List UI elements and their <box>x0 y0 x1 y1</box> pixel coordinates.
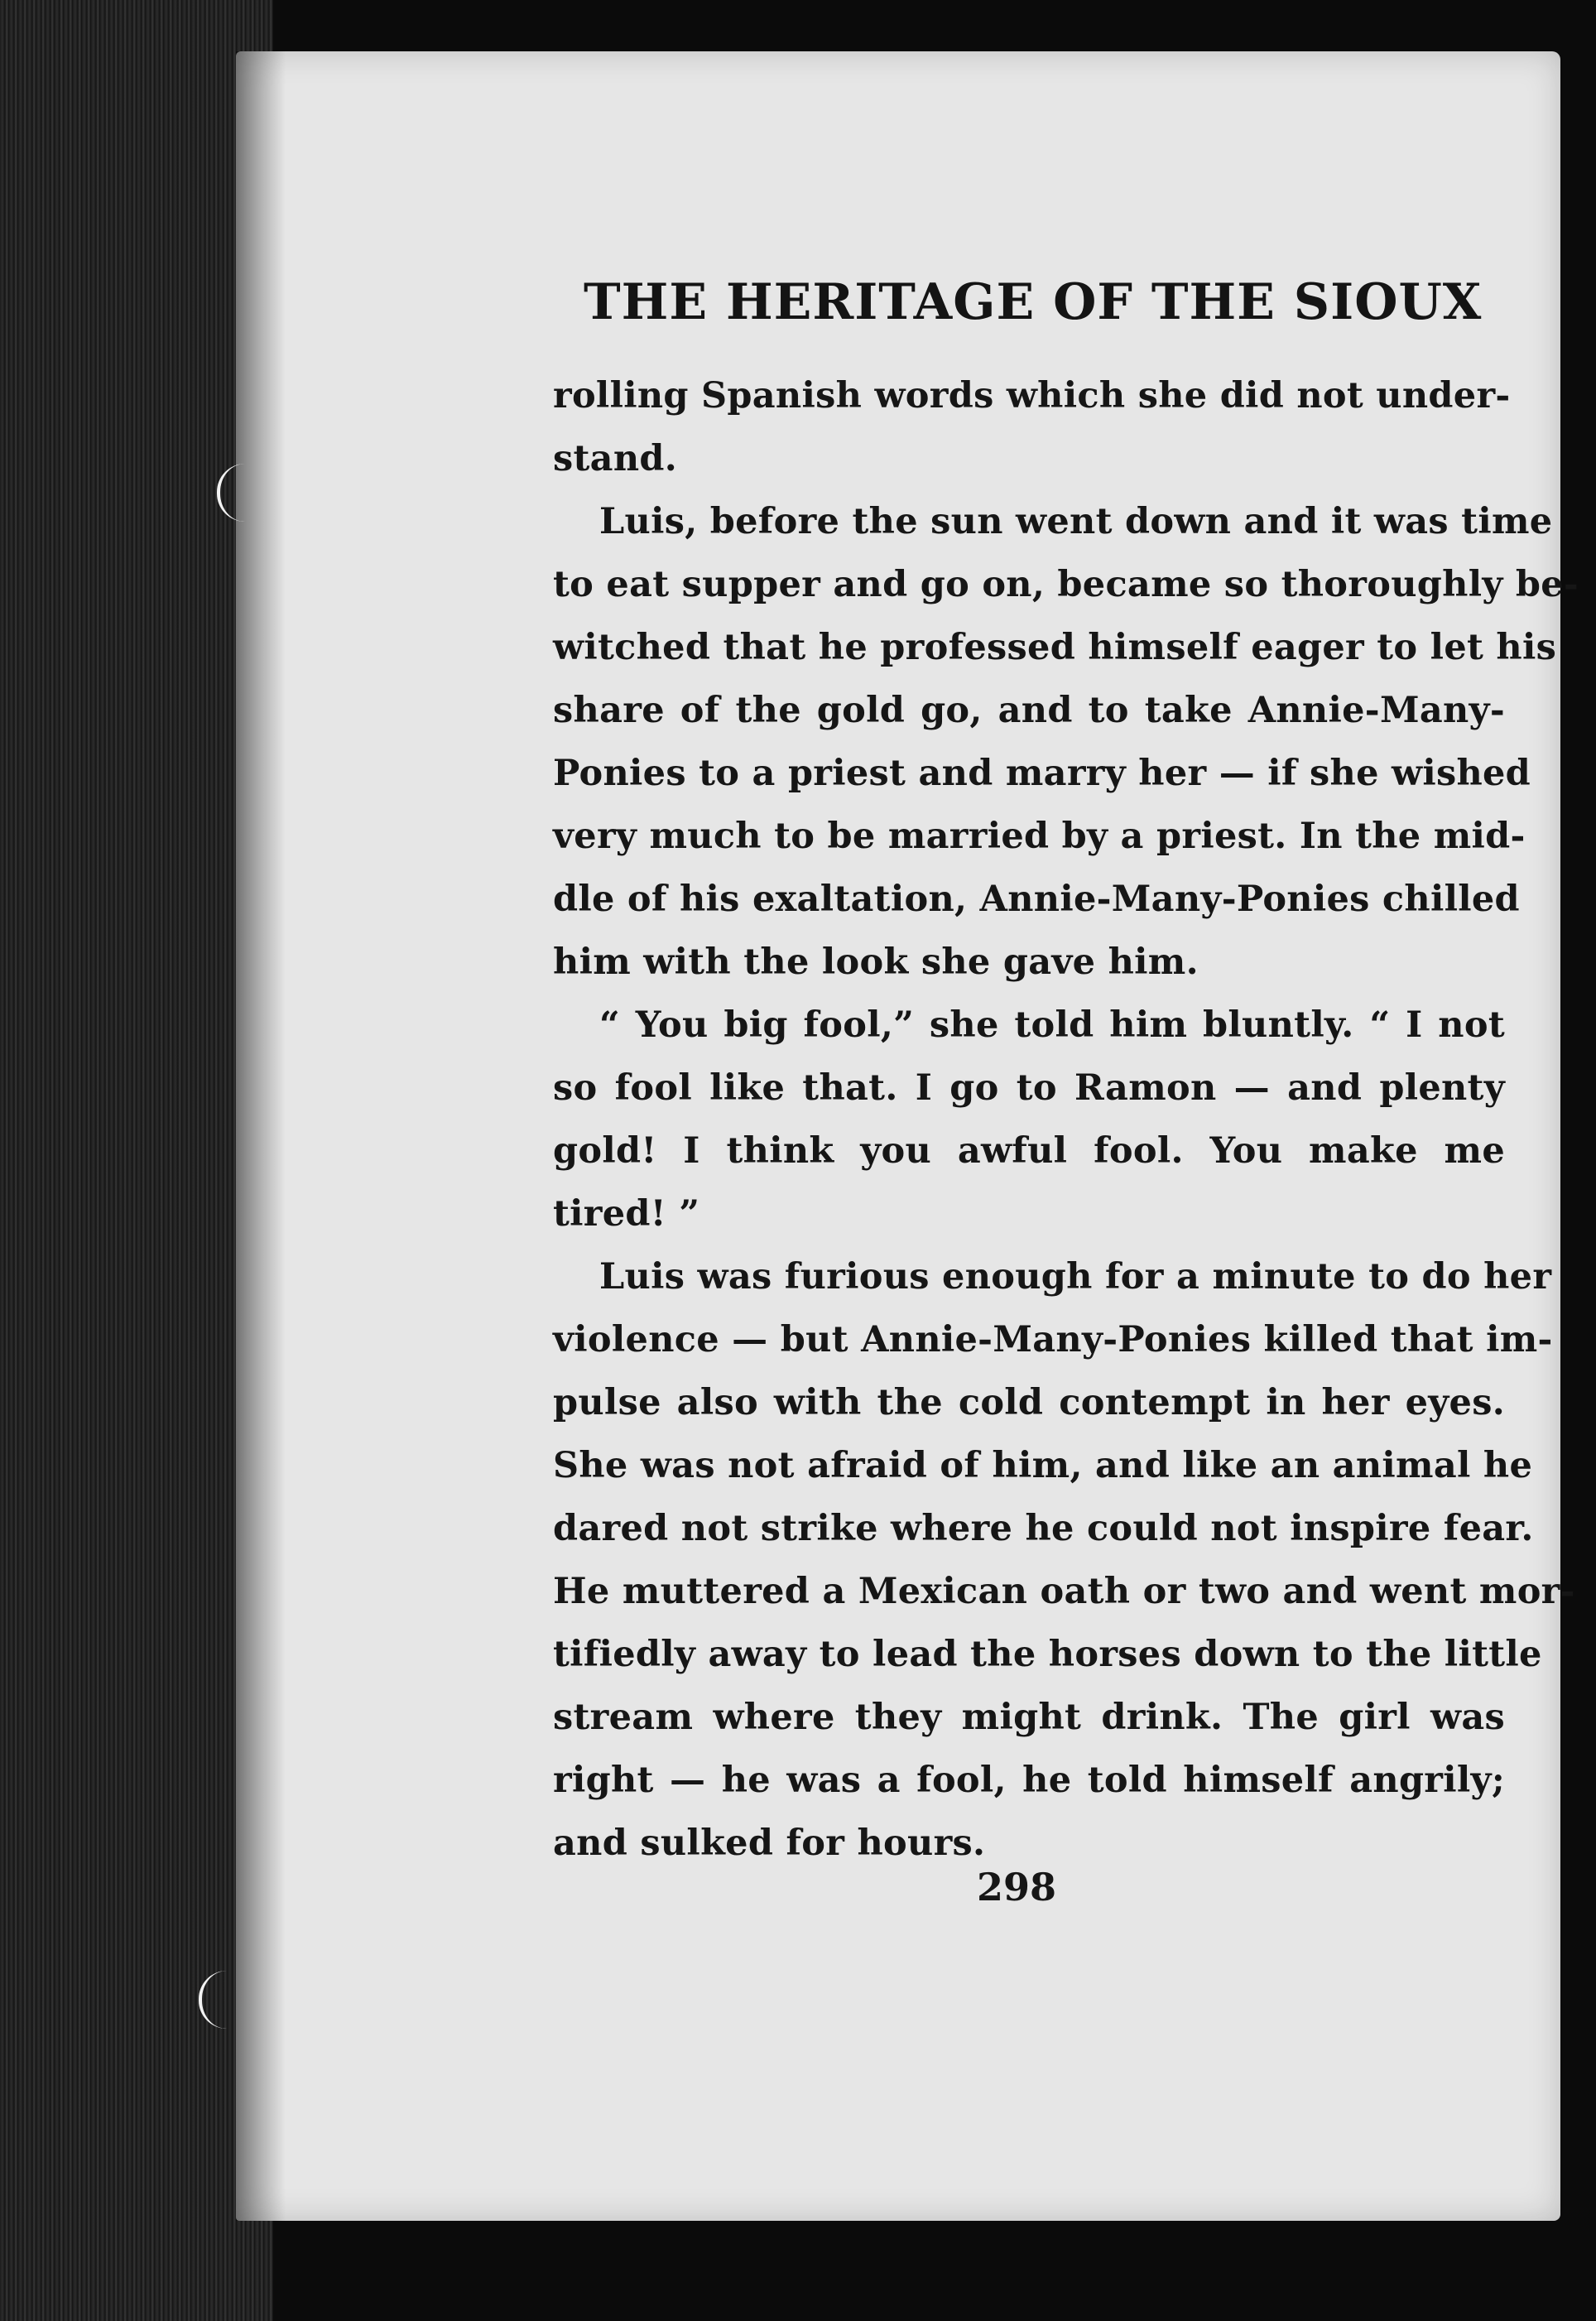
page-number: 298 <box>977 1865 1057 1909</box>
body-text <box>553 364 1579 1875</box>
text-line: gold! I think you awful fool. You make me <box>553 1130 1505 1172</box>
text-line: rolling Spanish words which she did not under- <box>553 375 1511 417</box>
text-line: dle of his exaltation, Annie-Many-Ponies chilled <box>553 879 1520 920</box>
text-line: stream where they might drink. The girl was <box>553 1697 1505 1738</box>
book-edge-spine <box>0 0 273 2321</box>
text-line: “ You big fool,” she told him bluntly. “ I not <box>599 1004 1505 1046</box>
text-line: stand. <box>553 438 678 479</box>
text-line: him with the look she gave him. <box>553 941 1199 983</box>
text-line: very much to be married by a priest. In the mid- <box>553 816 1526 857</box>
text-line: tired! ” <box>553 1193 700 1235</box>
text-line: Luis was furious enough for a minute to do her <box>599 1256 1552 1298</box>
running-head: THE HERITAGE OF THE SIOUX <box>584 273 1483 331</box>
text-line: to eat supper and go on, became so thoroughly be- <box>553 564 1579 605</box>
text-line: witched that he professed himself eager to let his <box>553 627 1557 668</box>
text-line: right — he was a fool, he told himself angrily; <box>553 1760 1505 1801</box>
text-line: and sulked for hours. <box>553 1823 986 1864</box>
text-line: Ponies to a priest and marry her — if she wished <box>553 753 1531 794</box>
text-line: so fool like that. I go to Ramon — and plenty <box>553 1067 1505 1109</box>
text-line: Luis, before the sun went down and it was time <box>599 501 1553 542</box>
text-line: dared not strike where he could not inspire fear. <box>553 1508 1534 1549</box>
text-line: violence — but Annie-Many-Ponies killed that im- <box>553 1319 1553 1360</box>
page-gutter-shadow <box>236 51 286 2221</box>
text-line: He muttered a Mexican oath or two and went mor- <box>553 1571 1575 1612</box>
text-line: share of the gold go, and to take Annie-Many- <box>553 690 1505 731</box>
text-line: She was not afraid of him, and like an animal he <box>553 1445 1533 1486</box>
text-line: pulse also with the cold contempt in her eyes. <box>553 1382 1505 1423</box>
text-line: tifiedly away to lead the horses down to the little <box>553 1634 1542 1675</box>
